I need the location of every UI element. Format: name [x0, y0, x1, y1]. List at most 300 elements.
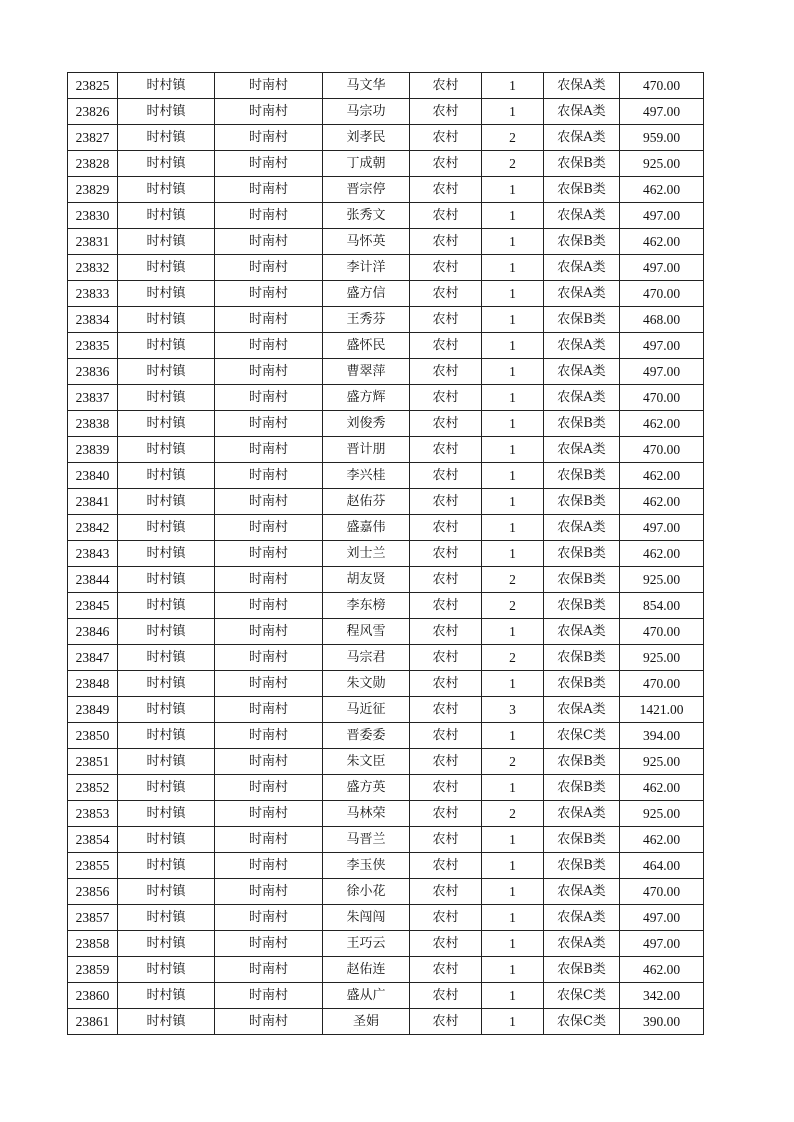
table-row: [68, 281, 704, 307]
insurance-category-cell: 农保B类: [544, 775, 620, 801]
table-row: [68, 359, 704, 385]
household-count-cell: 1: [482, 281, 544, 307]
amount-cell: 925.00: [620, 567, 704, 593]
table-row: [68, 463, 704, 489]
town-cell: 时村镇: [118, 853, 215, 879]
amount-cell: 959.00: [620, 125, 704, 151]
record-id-cell: 23843: [68, 541, 118, 567]
insurance-category-cell: 农保A类: [544, 385, 620, 411]
record-id-cell: 23827: [68, 125, 118, 151]
village-cell: 时南村: [215, 827, 323, 853]
person-name-cell: 王秀芬: [323, 307, 410, 333]
record-id-cell: 23858: [68, 931, 118, 957]
record-id-cell: 23838: [68, 411, 118, 437]
village-cell: 时南村: [215, 463, 323, 489]
amount-cell: 497.00: [620, 99, 704, 125]
insurance-category-cell: 农保B类: [544, 645, 620, 671]
insurance-category-cell: 农保B类: [544, 671, 620, 697]
person-name-cell: 王巧云: [323, 931, 410, 957]
town-cell: 时村镇: [118, 307, 215, 333]
amount-cell: 464.00: [620, 853, 704, 879]
insurance-category-cell: 农保B类: [544, 463, 620, 489]
household-count-cell: 1: [482, 515, 544, 541]
insurance-category-cell: 农保A类: [544, 73, 620, 99]
household-count-cell: 1: [482, 541, 544, 567]
insurance-category-cell: 农保A类: [544, 333, 620, 359]
town-cell: 时村镇: [118, 359, 215, 385]
person-name-cell: 晋计朋: [323, 437, 410, 463]
town-cell: 时村镇: [118, 931, 215, 957]
record-id-cell: 23830: [68, 203, 118, 229]
insurance-category-cell: 农保B类: [544, 827, 620, 853]
table-row: [68, 957, 704, 983]
person-name-cell: 赵佑连: [323, 957, 410, 983]
record-id-cell: 23825: [68, 73, 118, 99]
person-name-cell: 圣娟: [323, 1009, 410, 1035]
amount-cell: 497.00: [620, 359, 704, 385]
table-row: [68, 905, 704, 931]
table-row: [68, 515, 704, 541]
insurance-category-cell: 农保B类: [544, 567, 620, 593]
person-name-cell: 马晋兰: [323, 827, 410, 853]
area-type-cell: 农村: [410, 99, 482, 125]
household-count-cell: 1: [482, 905, 544, 931]
person-name-cell: 胡友贤: [323, 567, 410, 593]
town-cell: 时村镇: [118, 385, 215, 411]
area-type-cell: 农村: [410, 437, 482, 463]
insurance-category-cell: 农保C类: [544, 723, 620, 749]
household-count-cell: 2: [482, 567, 544, 593]
record-id-cell: 23846: [68, 619, 118, 645]
table-row: [68, 567, 704, 593]
town-cell: 时村镇: [118, 723, 215, 749]
village-cell: 时南村: [215, 749, 323, 775]
household-count-cell: 2: [482, 645, 544, 671]
village-cell: 时南村: [215, 515, 323, 541]
person-name-cell: 盛从广: [323, 983, 410, 1009]
area-type-cell: 农村: [410, 1009, 482, 1035]
area-type-cell: 农村: [410, 619, 482, 645]
insurance-category-cell: 农保A类: [544, 281, 620, 307]
household-count-cell: 1: [482, 437, 544, 463]
amount-cell: 497.00: [620, 931, 704, 957]
area-type-cell: 农村: [410, 983, 482, 1009]
insurance-category-cell: 农保B类: [544, 229, 620, 255]
village-cell: 时南村: [215, 775, 323, 801]
household-count-cell: 1: [482, 385, 544, 411]
person-name-cell: 朱文臣: [323, 749, 410, 775]
area-type-cell: 农村: [410, 125, 482, 151]
table-row: [68, 385, 704, 411]
area-type-cell: 农村: [410, 307, 482, 333]
amount-cell: 854.00: [620, 593, 704, 619]
area-type-cell: 农村: [410, 671, 482, 697]
amount-cell: 390.00: [620, 1009, 704, 1035]
town-cell: 时村镇: [118, 775, 215, 801]
insurance-category-cell: 农保A类: [544, 619, 620, 645]
amount-cell: 462.00: [620, 775, 704, 801]
town-cell: 时村镇: [118, 879, 215, 905]
person-name-cell: 马怀英: [323, 229, 410, 255]
person-name-cell: 李兴桂: [323, 463, 410, 489]
amount-cell: 497.00: [620, 515, 704, 541]
area-type-cell: 农村: [410, 931, 482, 957]
record-id-cell: 23853: [68, 801, 118, 827]
village-cell: 时南村: [215, 983, 323, 1009]
household-count-cell: 1: [482, 359, 544, 385]
record-id-cell: 23860: [68, 983, 118, 1009]
area-type-cell: 农村: [410, 541, 482, 567]
insurance-category-cell: 农保A类: [544, 515, 620, 541]
table-row: [68, 671, 704, 697]
village-cell: 时南村: [215, 437, 323, 463]
person-name-cell: 张秀文: [323, 203, 410, 229]
person-name-cell: 李玉侠: [323, 853, 410, 879]
table-row: [68, 775, 704, 801]
insurance-category-cell: 农保B类: [544, 177, 620, 203]
town-cell: 时村镇: [118, 697, 215, 723]
amount-cell: 462.00: [620, 177, 704, 203]
insurance-category-cell: 农保B类: [544, 151, 620, 177]
amount-cell: 462.00: [620, 489, 704, 515]
household-count-cell: 3: [482, 697, 544, 723]
record-id-cell: 23848: [68, 671, 118, 697]
record-id-cell: 23840: [68, 463, 118, 489]
village-cell: 时南村: [215, 333, 323, 359]
person-name-cell: 刘孝民: [323, 125, 410, 151]
person-name-cell: 程风雪: [323, 619, 410, 645]
record-id-cell: 23852: [68, 775, 118, 801]
village-cell: 时南村: [215, 567, 323, 593]
area-type-cell: 农村: [410, 853, 482, 879]
town-cell: 时村镇: [118, 73, 215, 99]
table-row: [68, 827, 704, 853]
person-name-cell: 朱文勋: [323, 671, 410, 697]
amount-cell: 462.00: [620, 229, 704, 255]
area-type-cell: 农村: [410, 801, 482, 827]
household-count-cell: 1: [482, 411, 544, 437]
town-cell: 时村镇: [118, 541, 215, 567]
person-name-cell: 徐小花: [323, 879, 410, 905]
record-id-cell: 23851: [68, 749, 118, 775]
amount-cell: 470.00: [620, 73, 704, 99]
record-id-cell: 23832: [68, 255, 118, 281]
table-row: [68, 541, 704, 567]
town-cell: 时村镇: [118, 411, 215, 437]
area-type-cell: 农村: [410, 567, 482, 593]
village-cell: 时南村: [215, 905, 323, 931]
town-cell: 时村镇: [118, 983, 215, 1009]
household-count-cell: 1: [482, 1009, 544, 1035]
household-count-cell: 1: [482, 333, 544, 359]
amount-cell: 925.00: [620, 645, 704, 671]
amount-cell: 462.00: [620, 411, 704, 437]
table-row: [68, 229, 704, 255]
record-id-cell: 23841: [68, 489, 118, 515]
amount-cell: 470.00: [620, 437, 704, 463]
record-id-cell: 23859: [68, 957, 118, 983]
village-cell: 时南村: [215, 723, 323, 749]
person-name-cell: 曹翠萍: [323, 359, 410, 385]
record-id-cell: 23837: [68, 385, 118, 411]
village-cell: 时南村: [215, 177, 323, 203]
person-name-cell: 马林荣: [323, 801, 410, 827]
town-cell: 时村镇: [118, 99, 215, 125]
town-cell: 时村镇: [118, 593, 215, 619]
person-name-cell: 刘士兰: [323, 541, 410, 567]
insurance-category-cell: 农保A类: [544, 905, 620, 931]
village-cell: 时南村: [215, 385, 323, 411]
area-type-cell: 农村: [410, 255, 482, 281]
insurance-category-cell: 农保B类: [544, 541, 620, 567]
amount-cell: 925.00: [620, 151, 704, 177]
village-cell: 时南村: [215, 879, 323, 905]
household-count-cell: 2: [482, 125, 544, 151]
amount-cell: 470.00: [620, 671, 704, 697]
record-id-cell: 23850: [68, 723, 118, 749]
household-count-cell: 1: [482, 723, 544, 749]
village-cell: 时南村: [215, 359, 323, 385]
record-id-cell: 23849: [68, 697, 118, 723]
table-row: [68, 1009, 704, 1035]
record-id-cell: 23861: [68, 1009, 118, 1035]
table-row: [68, 489, 704, 515]
table-row: [68, 697, 704, 723]
amount-cell: 394.00: [620, 723, 704, 749]
town-cell: 时村镇: [118, 125, 215, 151]
person-name-cell: 马宗功: [323, 99, 410, 125]
person-name-cell: 赵佑芬: [323, 489, 410, 515]
table-row: [68, 125, 704, 151]
insurance-category-cell: 农保A类: [544, 255, 620, 281]
insurance-category-cell: 农保A类: [544, 801, 620, 827]
amount-cell: 925.00: [620, 801, 704, 827]
table-row: [68, 151, 704, 177]
record-id-cell: 23826: [68, 99, 118, 125]
household-count-cell: 1: [482, 177, 544, 203]
record-table: [67, 72, 704, 1035]
area-type-cell: 农村: [410, 827, 482, 853]
amount-cell: 462.00: [620, 541, 704, 567]
household-count-cell: 1: [482, 307, 544, 333]
village-cell: 时南村: [215, 411, 323, 437]
town-cell: 时村镇: [118, 203, 215, 229]
village-cell: 时南村: [215, 853, 323, 879]
amount-cell: 470.00: [620, 281, 704, 307]
town-cell: 时村镇: [118, 151, 215, 177]
village-cell: 时南村: [215, 931, 323, 957]
amount-cell: 468.00: [620, 307, 704, 333]
table-row: [68, 437, 704, 463]
household-count-cell: 1: [482, 255, 544, 281]
record-id-cell: 23844: [68, 567, 118, 593]
area-type-cell: 农村: [410, 385, 482, 411]
town-cell: 时村镇: [118, 619, 215, 645]
town-cell: 时村镇: [118, 333, 215, 359]
town-cell: 时村镇: [118, 671, 215, 697]
area-type-cell: 农村: [410, 879, 482, 905]
insurance-category-cell: 农保A类: [544, 437, 620, 463]
record-id-cell: 23828: [68, 151, 118, 177]
insurance-category-cell: 农保A类: [544, 931, 620, 957]
insurance-category-cell: 农保A类: [544, 697, 620, 723]
village-cell: 时南村: [215, 489, 323, 515]
household-count-cell: 1: [482, 983, 544, 1009]
table-row: [68, 645, 704, 671]
household-count-cell: 2: [482, 801, 544, 827]
town-cell: 时村镇: [118, 229, 215, 255]
person-name-cell: 盛方信: [323, 281, 410, 307]
table-row: [68, 177, 704, 203]
record-id-cell: 23854: [68, 827, 118, 853]
table-row: [68, 749, 704, 775]
person-name-cell: 盛方辉: [323, 385, 410, 411]
village-cell: 时南村: [215, 697, 323, 723]
area-type-cell: 农村: [410, 723, 482, 749]
record-table-body: [68, 73, 704, 1035]
area-type-cell: 农村: [410, 411, 482, 437]
household-count-cell: 1: [482, 879, 544, 905]
household-count-cell: 1: [482, 73, 544, 99]
area-type-cell: 农村: [410, 73, 482, 99]
table-row: [68, 879, 704, 905]
insurance-category-cell: 农保A类: [544, 125, 620, 151]
town-cell: 时村镇: [118, 957, 215, 983]
area-type-cell: 农村: [410, 203, 482, 229]
village-cell: 时南村: [215, 125, 323, 151]
insurance-category-cell: 农保C类: [544, 1009, 620, 1035]
household-count-cell: 1: [482, 463, 544, 489]
village-cell: 时南村: [215, 541, 323, 567]
area-type-cell: 农村: [410, 333, 482, 359]
insurance-category-cell: 农保A类: [544, 99, 620, 125]
area-type-cell: 农村: [410, 905, 482, 931]
insurance-category-cell: 农保A类: [544, 359, 620, 385]
record-id-cell: 23845: [68, 593, 118, 619]
household-count-cell: 1: [482, 775, 544, 801]
table-row: [68, 723, 704, 749]
village-cell: 时南村: [215, 151, 323, 177]
town-cell: 时村镇: [118, 905, 215, 931]
village-cell: 时南村: [215, 73, 323, 99]
insurance-category-cell: 农保B类: [544, 307, 620, 333]
household-count-cell: 1: [482, 229, 544, 255]
insurance-category-cell: 农保B类: [544, 593, 620, 619]
town-cell: 时村镇: [118, 645, 215, 671]
village-cell: 时南村: [215, 255, 323, 281]
table-row: [68, 255, 704, 281]
town-cell: 时村镇: [118, 1009, 215, 1035]
village-cell: 时南村: [215, 801, 323, 827]
household-count-cell: 1: [482, 99, 544, 125]
household-count-cell: 2: [482, 749, 544, 775]
amount-cell: 470.00: [620, 385, 704, 411]
table-row: [68, 619, 704, 645]
table-row: [68, 411, 704, 437]
insurance-category-cell: 农保C类: [544, 983, 620, 1009]
amount-cell: 470.00: [620, 619, 704, 645]
record-id-cell: 23831: [68, 229, 118, 255]
town-cell: 时村镇: [118, 749, 215, 775]
village-cell: 时南村: [215, 671, 323, 697]
table-row: [68, 801, 704, 827]
person-name-cell: 盛怀民: [323, 333, 410, 359]
insurance-category-cell: 农保A类: [544, 879, 620, 905]
area-type-cell: 农村: [410, 151, 482, 177]
record-id-cell: 23856: [68, 879, 118, 905]
record-id-cell: 23842: [68, 515, 118, 541]
record-id-cell: 23847: [68, 645, 118, 671]
insurance-category-cell: 农保B类: [544, 489, 620, 515]
table-row: [68, 203, 704, 229]
household-count-cell: 1: [482, 619, 544, 645]
area-type-cell: 农村: [410, 645, 482, 671]
household-count-cell: 1: [482, 853, 544, 879]
town-cell: 时村镇: [118, 801, 215, 827]
town-cell: 时村镇: [118, 827, 215, 853]
record-id-cell: 23857: [68, 905, 118, 931]
record-id-cell: 23855: [68, 853, 118, 879]
table-row: [68, 983, 704, 1009]
village-cell: 时南村: [215, 203, 323, 229]
town-cell: 时村镇: [118, 281, 215, 307]
record-id-cell: 23829: [68, 177, 118, 203]
person-name-cell: 盛嘉伟: [323, 515, 410, 541]
household-count-cell: 2: [482, 593, 544, 619]
household-count-cell: 2: [482, 151, 544, 177]
table-row: [68, 99, 704, 125]
insurance-category-cell: 农保B类: [544, 853, 620, 879]
village-cell: 时南村: [215, 957, 323, 983]
town-cell: 时村镇: [118, 255, 215, 281]
table-row: [68, 931, 704, 957]
area-type-cell: 农村: [410, 489, 482, 515]
amount-cell: 462.00: [620, 827, 704, 853]
town-cell: 时村镇: [118, 567, 215, 593]
area-type-cell: 农村: [410, 957, 482, 983]
area-type-cell: 农村: [410, 515, 482, 541]
village-cell: 时南村: [215, 281, 323, 307]
area-type-cell: 农村: [410, 775, 482, 801]
village-cell: 时南村: [215, 1009, 323, 1035]
village-cell: 时南村: [215, 307, 323, 333]
area-type-cell: 农村: [410, 593, 482, 619]
person-name-cell: 刘俊秀: [323, 411, 410, 437]
person-name-cell: 马宗君: [323, 645, 410, 671]
person-name-cell: 马近征: [323, 697, 410, 723]
amount-cell: 497.00: [620, 333, 704, 359]
town-cell: 时村镇: [118, 437, 215, 463]
table-row: [68, 853, 704, 879]
area-type-cell: 农村: [410, 359, 482, 385]
person-name-cell: 晋宗停: [323, 177, 410, 203]
village-cell: 时南村: [215, 593, 323, 619]
household-count-cell: 1: [482, 827, 544, 853]
household-count-cell: 1: [482, 203, 544, 229]
town-cell: 时村镇: [118, 463, 215, 489]
person-name-cell: 丁成朝: [323, 151, 410, 177]
insurance-category-cell: 农保A类: [544, 203, 620, 229]
village-cell: 时南村: [215, 645, 323, 671]
person-name-cell: 马文华: [323, 73, 410, 99]
person-name-cell: 晋委委: [323, 723, 410, 749]
amount-cell: 497.00: [620, 255, 704, 281]
household-count-cell: 1: [482, 957, 544, 983]
table-row: [68, 593, 704, 619]
area-type-cell: 农村: [410, 749, 482, 775]
record-id-cell: 23835: [68, 333, 118, 359]
record-id-cell: 23836: [68, 359, 118, 385]
